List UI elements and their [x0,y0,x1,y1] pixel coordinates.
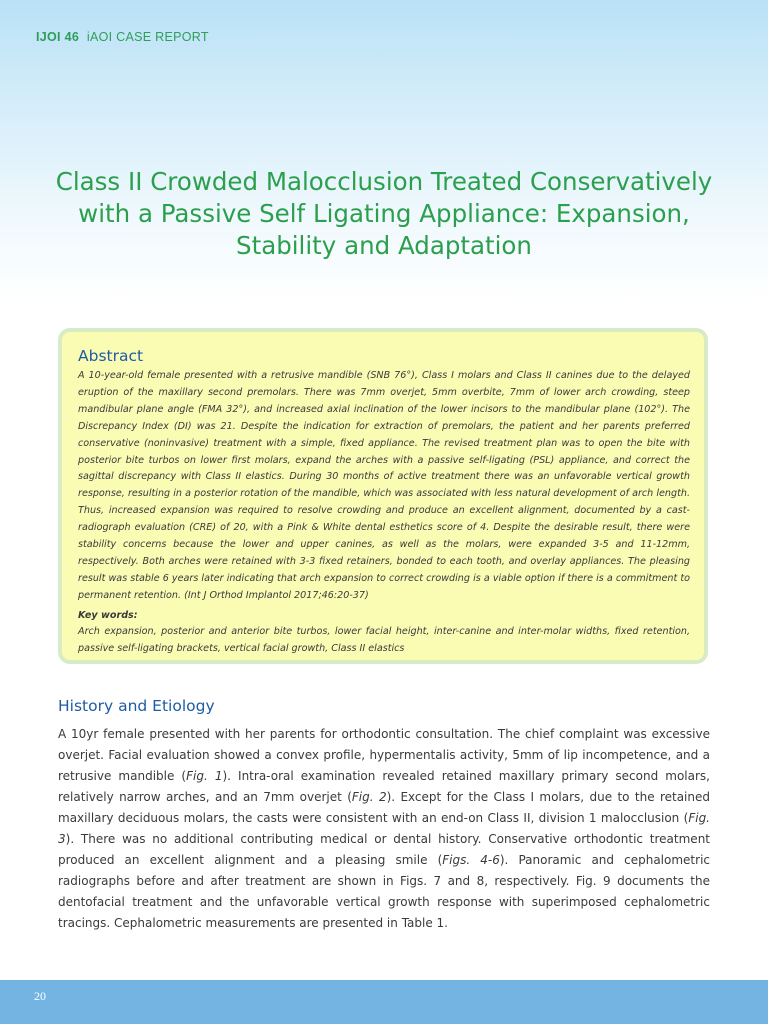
page-number: 20 [34,989,46,1003]
section-heading: History and Etiology [58,697,215,715]
running-head [36,30,209,44]
footer-band [0,980,768,1024]
abstract-box [58,328,708,664]
body-paragraph [58,724,710,934]
figure-reference: Fig. 2 [351,790,387,804]
body-text-part: ). Except for the Class I molars, due to the retained maxillary deciduous molars, the casts were consistent with an end-on Class II, division 1 malocclusion ( [58,790,711,825]
body-text-part: ). Intra-oral examination revealed retained maxillary primary second molars, relatively narrow arches, and an 7mm overjet ( [58,769,710,804]
article-title: Class II Crowded Malocclusion Treated Conservatively with a Passive Self Ligating Appliance: Expansion, Stability and Adaptation [55,167,713,260]
body-text-part: A 10yr female presented with her parents for orthodontic consultation. The chief complaint was excessive overjet. Facial evaluation showed a convex profile, hypermentalis activity, 5mm of lip incompetence, and a retrusive mandible ( [58,727,710,783]
figure-reference: Fig. 3 [58,811,710,846]
figure-reference: Fig. 1 [186,769,223,783]
abstract-text: A 10-year-old female presented with a retrusive mandible (SNB 76°), Class I molars and Class II canines due to the delayed eruption of the maxillary second premolars. There was 7mm overjet, 5mm overbite, 7mm of lower arch crowding, steep mandibular plane angle (FMA 32°), and increased axial inclination of the lower incisors to the mandibular plane (102°). The Discrepancy Index (DI) was 21. Despite the indication for extraction of premolars, the patient and her parents preferred conservative (noninvasive) treatment with a simple, fixed appliance. The revised treatment plan was to open the bite with posterior bite turbos on lower first molars, expand the arches with a passive self-ligating (PSL) appliance, and correct the sagittal discrepancy with Class II elastics. During 30 months of active treatment there was an unfavorable vertical growth response, resulting in a posterior rotation of the mandible, which was associated with less natural development of arch length. Thus, increased expansion was required to resolve crowding and produce an excellent alignment, documented by a cast-radiograph evaluation (CRE) of 20, with a Pink & White dental esthetics score of 4. Despite the desirable result, there were stability concerns because the lower and upper canines, as well as the molars, were expanded 3-5 and 11-12mm, respectively. Both arches were retained with 3-3 fixed retainers, bonded to each tooth, and overlay appliances. The pleasing result was stable 6 years later indicating that arch expansion to correct crowding is a viable option if there is a commitment to permanent retention. (Int J Orthod Implantol 2017;46:20-37) [78,370,690,601]
body-text-part: ). There was no additional contributing medical or dental history. Conservative orthodontic treatment produced an excellent alignment and a pleasing smile ( [58,832,710,867]
journal-name: IJOI 46 [36,30,80,44]
figure-reference: Figs. 4-6 [442,853,500,867]
abstract-heading: Abstract [78,347,144,365]
body-text-part: ). Panoramic and cephalometric radiographs before and after treatment are shown in Figs. 7 and 8, respectively. Fig. 9 documents the dentofacial treatment and the unfavorable vertical growth response with superimposed cephalometric tracings. Cephalometric measurements are presented in Table 1. [58,853,710,930]
keywords-label: Key words: [78,609,138,621]
keywords-text: Arch expansion, posterior and anterior bite turbos, lower facial height, inter-canine and inter-molar widths, fixed retention, passive self-ligating brackets, vertical facial growth, Class II elastics [78,625,690,654]
article-section: iAOI CASE REPORT [86,30,209,44]
